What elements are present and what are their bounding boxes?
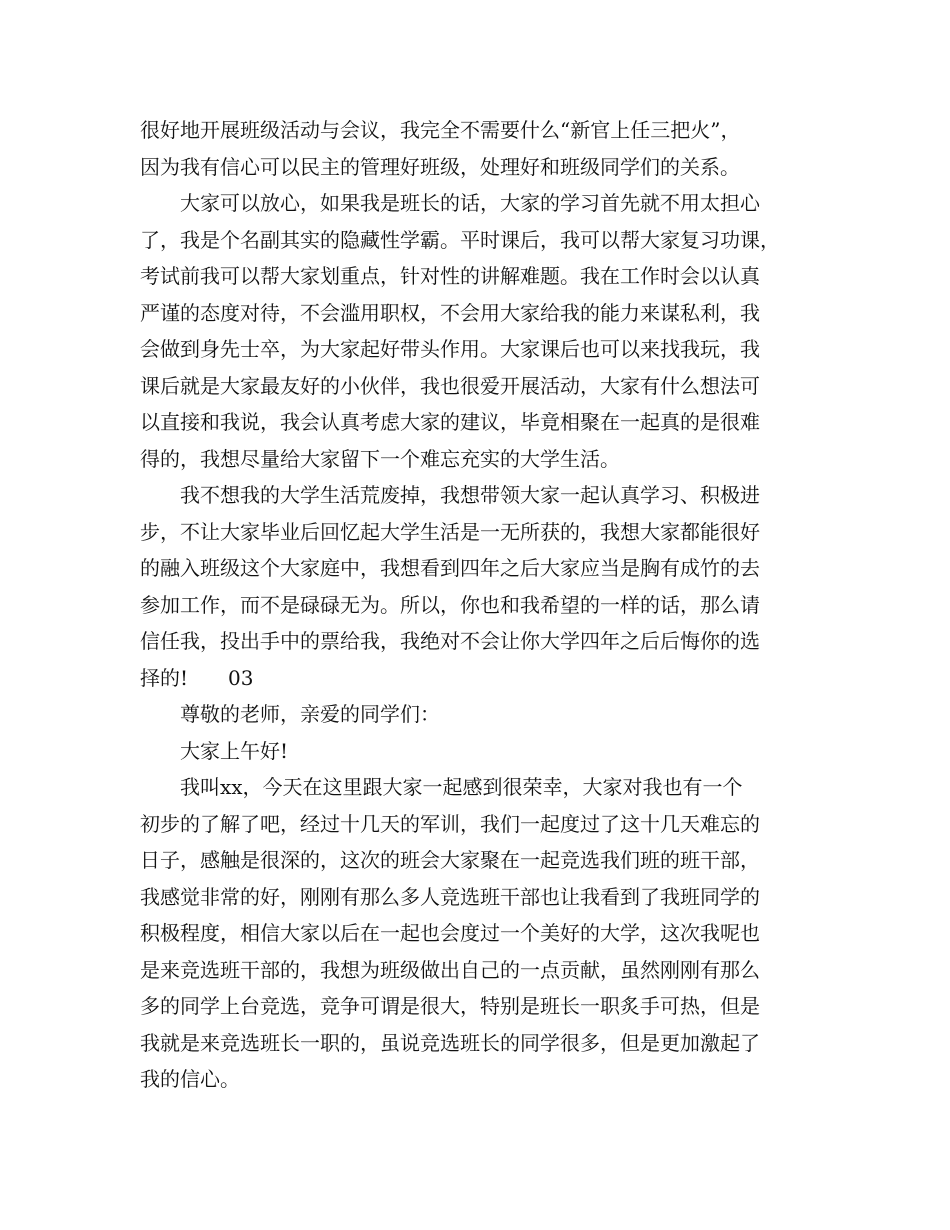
text-line: 会做到身先士卒，为大家起好带头作用。大家课后也可以来找我玩，我	[140, 337, 760, 361]
text-line: 信任我，投出手中的票给我，我绝对不会让你大学四年之后后悔你的选	[140, 629, 760, 653]
text-line: 得的，我想尽量给大家留下一个难忘充实的大学生活。	[140, 446, 620, 471]
text-line: 参加工作，而不是碌碌无为。所以，你也和我希望的一样的话，那么请	[140, 592, 760, 617]
text-line: 我感觉非常的好，刚刚有那么多人竞选班干部也让我看到了我班同学的	[140, 884, 760, 909]
text-line: 积极程度，相信大家以后在一起也会度过一个美好的大学，这次我呢也	[140, 921, 760, 945]
text-line: 我不想我的大学生活荒废掉，我想带领大家一起认真学习、积极进	[140, 483, 760, 507]
text-line: 严谨的态度对待，不会滥用职权，不会用大家给我的能力来谋私利，我	[140, 300, 760, 325]
text-line: 尊敬的老师，亲爱的同学们：	[140, 702, 440, 726]
text-line: 的融入班级这个大家庭中，我想看到四年之后大家应当是胸有成竹的去	[140, 556, 760, 580]
text-line: 日子，感触是很深的，这次的班会大家聚在一起竞选我们班的班干部，	[140, 848, 760, 872]
text-line: 以直接和我说，我会认真考虑大家的建议，毕竟相聚在一起真的是很难	[140, 410, 760, 434]
text-line: 考试前我可以帮大家划重点，针对性的讲解难题。我在工作时会以认真	[140, 264, 760, 288]
text-line: 择的! 03	[140, 665, 254, 690]
text-line: 课后就是大家最友好的小伙伴，我也很爱开展活动，大家有什么想法可	[140, 373, 760, 398]
text-line: 很好地开展班级活动与会议，我完全不需要什么“新官上任三把火”，	[140, 118, 741, 142]
text-line: 多的同学上台竞选，竞争可谓是很大，特别是班长一职炙手可热，但是	[140, 994, 760, 1018]
text-line: 步，不让大家毕业后回忆起大学生活是一无所获的，我想大家都能很好	[140, 519, 760, 544]
text-line: 是来竞选班干部的，我想为班级做出自己的一点贡献，虽然刚刚有那么	[140, 957, 760, 982]
text-line: 我叫xx，今天在这里跟大家一起感到很荣幸，大家对我也有一个	[140, 775, 743, 799]
document-body	[140, 112, 812, 1098]
text-line: 大家可以放心，如果我是班长的话，大家的学习首先就不用太担心	[140, 191, 760, 215]
text-line: 我就是来竞选班长一职的，虽说竞选班长的同学很多，但是更加激起了	[140, 1030, 760, 1055]
text-line: 初步的了解了吧，经过十几天的军训，我们一起度过了这十几天难忘的	[140, 811, 760, 836]
text-line: 我的信心。	[140, 1067, 240, 1091]
text-line: 了，我是个名副其实的隐藏性学霸。平时课后，我可以帮大家复习功课，	[140, 227, 780, 252]
text-line: 大家上午好!	[140, 738, 289, 763]
text-line: 因为我有信心可以民主的管理好班级，处理好和班级同学们的关系。	[140, 154, 740, 179]
